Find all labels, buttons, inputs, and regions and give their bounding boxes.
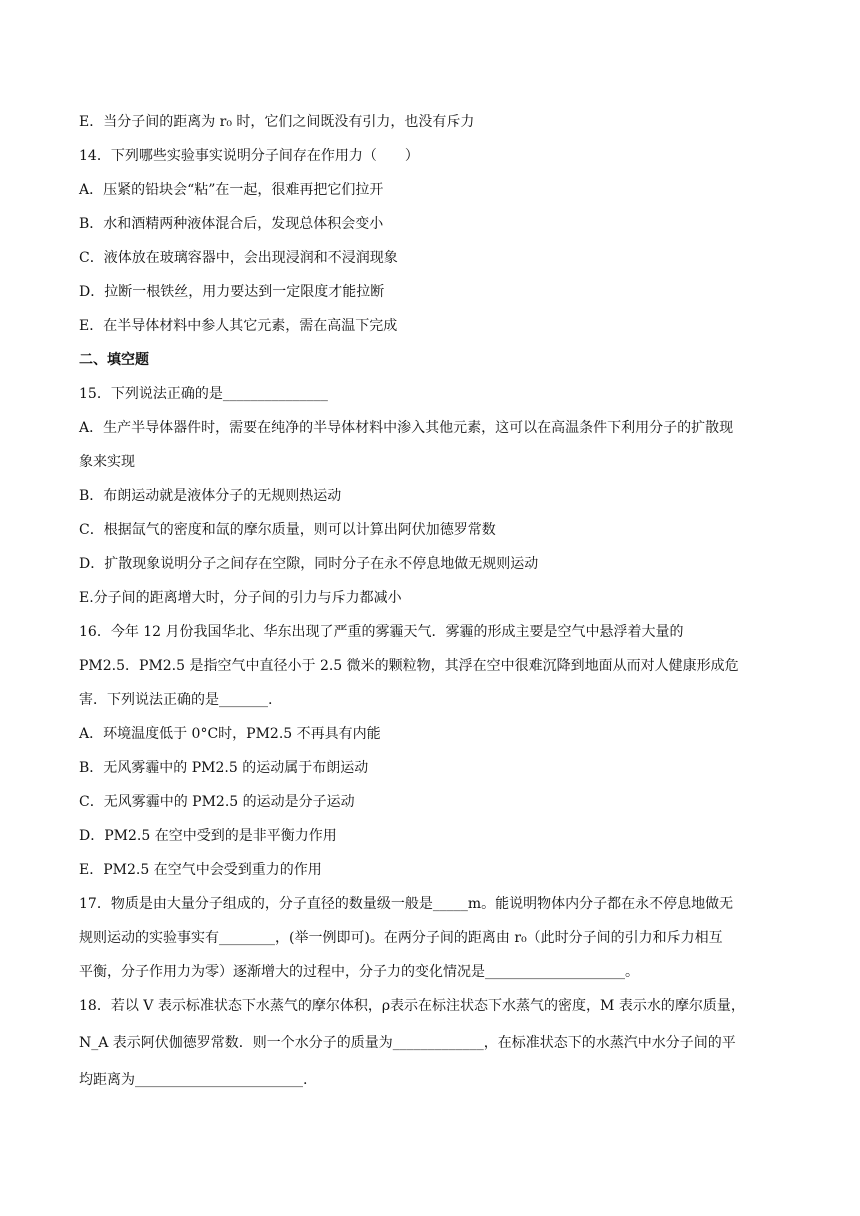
option-14d: D．拉断一根铁丝，用力要达到一定限度才能拉断: [79, 284, 385, 300]
option-16d: D．PM2.5 在空中受到的是非平衡力作用: [79, 828, 337, 844]
question-17-line3: 平衡，分子作用力为零）逐渐增大的过程中，分子力的变化情况是____________________。: [79, 964, 639, 980]
option-15c: C．根据氙气的密度和氙的摩尔质量，则可以计算出阿伏加德罗常数: [79, 522, 496, 538]
option-15d: D．扩散现象说明分子之间存在空隙，同时分子在永不停息地做无规则运动: [79, 556, 539, 572]
question-18-line3: 均距离为________________________.: [79, 1072, 308, 1088]
question-16-line3: 害．下列说法正确的是_______.: [79, 692, 273, 708]
section-heading: 二、填空题: [79, 352, 149, 368]
question-18-line2: N_A 表示阿伏伽德罗常数．则一个水分子的质量为_____________，在标准状态下的水蒸汽中水分子间的平: [79, 1035, 736, 1051]
option-14c: C．液体放在玻璃容器中，会出现浸润和不浸润现象: [79, 250, 398, 266]
option-16a: A．环境温度低于 0°C时，PM2.5 不再具有内能: [79, 726, 381, 742]
option-15a: A．生产半导体器件时，需要在纯净的半导体材料中渗入其他元素，这可以在高温条件下利用分子的扩散现: [79, 420, 734, 436]
option-16b: B．无风雾霾中的 PM2.5 的运动属于布朗运动: [79, 760, 369, 776]
question-14: 14．下列哪些实验事实说明分子间存在作用力（ ）: [79, 148, 419, 164]
option-14b: B．水和酒精两种液体混合后，发现总体积会变小: [79, 216, 384, 232]
option-13e: E．当分子间的距离为 r₀ 时，它们之间既没有引力，也没有斥力: [79, 114, 475, 130]
question-16-line1: 16．今年 12 月份我国华北、华东出现了严重的雾霾天气．雾霾的形成主要是空气中悬浮着大量的: [79, 624, 684, 640]
question-17-line1: 17．物质是由大量分子组成的，分子直径的数量级一般是_____m。能说明物体内分子都在永不停息地做无: [79, 896, 734, 912]
option-15e: E.分子间的距离增大时，分子间的引力与斥力都减小: [79, 590, 402, 606]
option-15a-cont: 象来实现: [79, 454, 135, 470]
question-17-line2: 规则运动的实验事实有________，(举一例即可)。在两分子间的距离由 r₀（此时分子间的引力和斥力相互: [79, 930, 723, 946]
question-15: 15．下列说法正确的是_______________: [79, 386, 328, 402]
question-18-line1: 18．若以 V 表示标准状态下水蒸气的摩尔体积，ρ表示在标注状态下水蒸气的密度，M 表示水的摩尔质量，: [79, 998, 745, 1014]
option-16e: E．PM2.5 在空气中会受到重力的作用: [79, 862, 322, 878]
option-14e: E．在半导体材料中参人其它元素，需在高温下完成: [79, 318, 398, 334]
option-16c: C．无风雾霾中的 PM2.5 的运动是分子运动: [79, 794, 355, 810]
question-16-line2: PM2.5．PM2.5 是指空气中直径小于 2.5 微米的颗粒物，其浮在空中很难沉降到地面从而对人健康形成危: [79, 658, 739, 674]
option-15b: B．布朗运动就是液体分子的无规则热运动: [79, 488, 342, 504]
option-14a: A．压紧的铅块会“粘”在一起，很难再把它们拉开: [79, 182, 384, 198]
